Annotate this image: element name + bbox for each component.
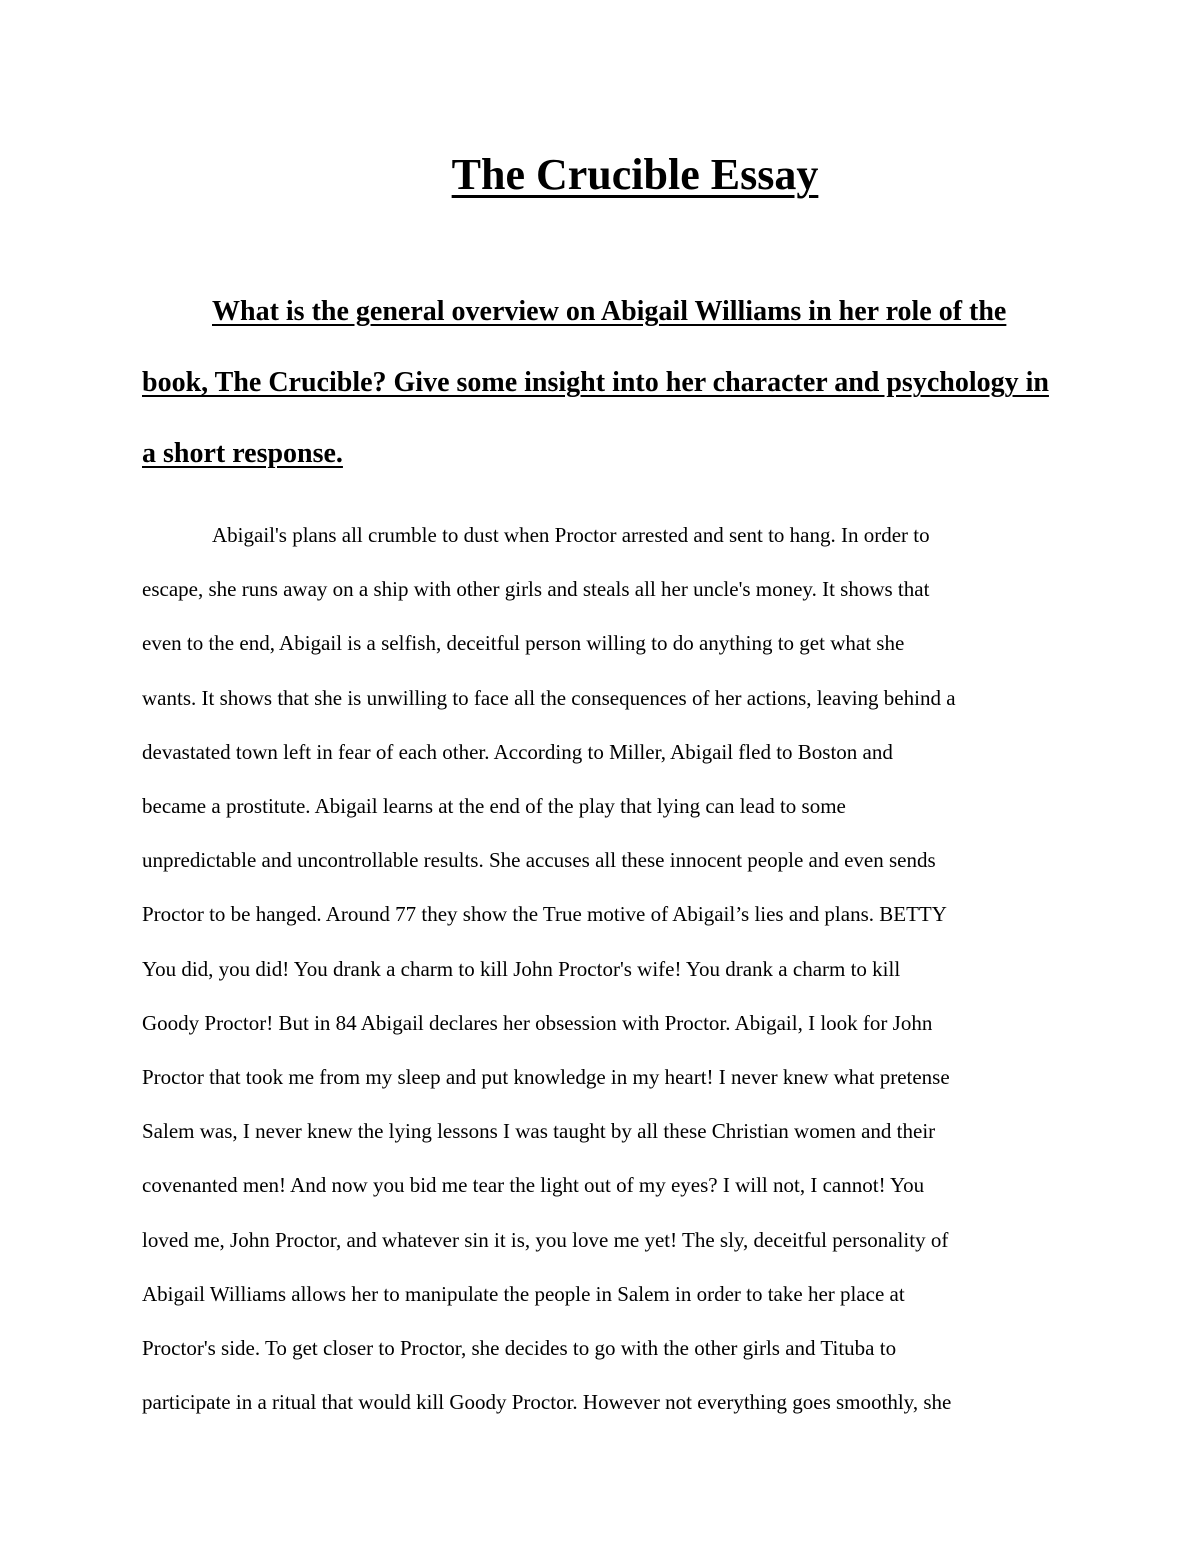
essay-body [142,508,1067,1429]
essay-line: Abigail's plans all crumble to dust when Proctor arrested and sent to hang. In order to [212,523,930,547]
essay-line: even to the end, Abigail is a selfish, deceitful person willing to do anything to get what she [142,631,905,656]
essay-line: covenanted men! And now you bid me tear the light out of my eyes? I will not, I cannot! You [142,1173,925,1198]
essay-line: loved me, John Proctor, and whatever sin it is, you love me yet! The sly, deceitful personality of [142,1227,949,1252]
essay-line: became a prostitute. Abigail learns at the end of the play that lying can lead to some [142,794,846,819]
essay-line: participate in a ritual that would kill Goody Proctor. However not everything goes smoothly, she [142,1390,952,1415]
essay-line: Salem was, I never knew the lying lessons I was taught by all these Christian women and their [142,1119,936,1144]
essay-line: wants. It shows that she is unwilling to face all the consequences of her actions, leaving behind a [142,685,956,710]
essay-line: Abigail Williams allows her to manipulate the people in Salem in order to take her place at [142,1281,905,1306]
essay-line: escape, she runs away on a ship with other girls and steals all her uncle's money. It shows that [142,577,930,602]
essay-line: Goody Proctor! But in 84 Abigail declares her obsession with Proctor. Abigail, I look for John [142,1010,933,1035]
essay-question-heading: What is the general overview on Abigail Williams in her role of the book, The Crucible? Give some insight into her character and psychology in a short response. [142,296,1049,469]
essay-line: Proctor's side. To get closer to Proctor, she decides to go with the other girls and Tituba to [142,1336,897,1361]
essay-line: You did, you did! You drank a charm to kill John Proctor's wife! You drank a charm to kill [142,956,901,981]
essay-line: Proctor that took me from my sleep and put knowledge in my heart! I never knew what pretense [142,1065,950,1090]
essay-line: devastated town left in fear of each other. According to Miller, Abigail fled to Boston and [142,739,893,764]
essay-line: unpredictable and uncontrollable results. She accuses all these innocent people and even sends [142,848,936,873]
document-title: The Crucible Essay [451,150,819,199]
essay-line: Proctor to be hanged. Around 77 they show the True motive of Abigail’s lies and plans. BETTY [142,902,947,927]
